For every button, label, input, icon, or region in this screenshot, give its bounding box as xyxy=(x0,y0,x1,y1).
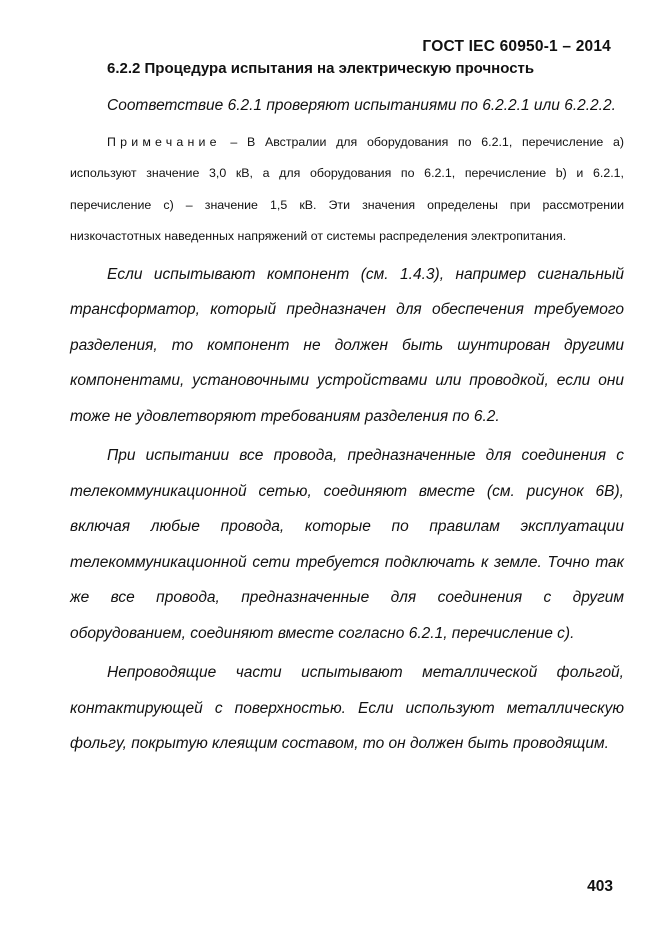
compliance-paragraph: Соответствие 6.2.1 проверяют испытаниями по 6.2.2.1 или 6.2.2.2. xyxy=(107,97,616,114)
foil-paragraph: Непроводящие части испытывают металлической фольгой, контактирующей с поверхностью. Если используют металлическую фольгу, покрытую клеящим составом, то он должен быть проводящим. xyxy=(70,664,624,752)
wires-paragraph: При испытании все провода, предназначенные для соединения с телекоммуникационной сетью, соединяют вместе (см. рисунок 6В), включая любые провода, которые по правилам эксплуатации телекоммуникационной сети требуется подключать к земле. Точно так же все провода, предназначенные для соединения с другим оборудованием, соединяют вместе согласно 6.2.1, перечисление с). xyxy=(70,447,624,642)
note-text: – В Австралии для оборудования по 6.2.1, перечисление а) используют значение 3,0 кВ, а для оборудования по 6.2.1, перечисление b) и 6.2.1, перечисление с) – значение 1,5 кВ. Эти значения определены при рассмотрении низкочастотных наведенных напряжений от системы распределения электропитания. xyxy=(70,134,624,243)
section-title: 6.2.2 Процедура испытания на электрическую прочность xyxy=(107,60,535,77)
document-header: ГОСТ IEC 60950-1 – 2014 xyxy=(422,38,611,55)
component-paragraph: Если испытывают компонент (см. 1.4.3), например сигнальный трансформатор, который предназначен для обеспечения требуемого разделения, то компонент не должен быть шунтирован другими компонентами, установочными устройствами или проводкой, если они тоже не удовлетворяют требованиям разделения по 6.2. xyxy=(70,265,624,425)
note-paragraph xyxy=(70,127,624,253)
note-label: Примечание xyxy=(107,134,221,149)
page-number: 403 xyxy=(587,878,613,895)
document-body xyxy=(70,88,624,762)
